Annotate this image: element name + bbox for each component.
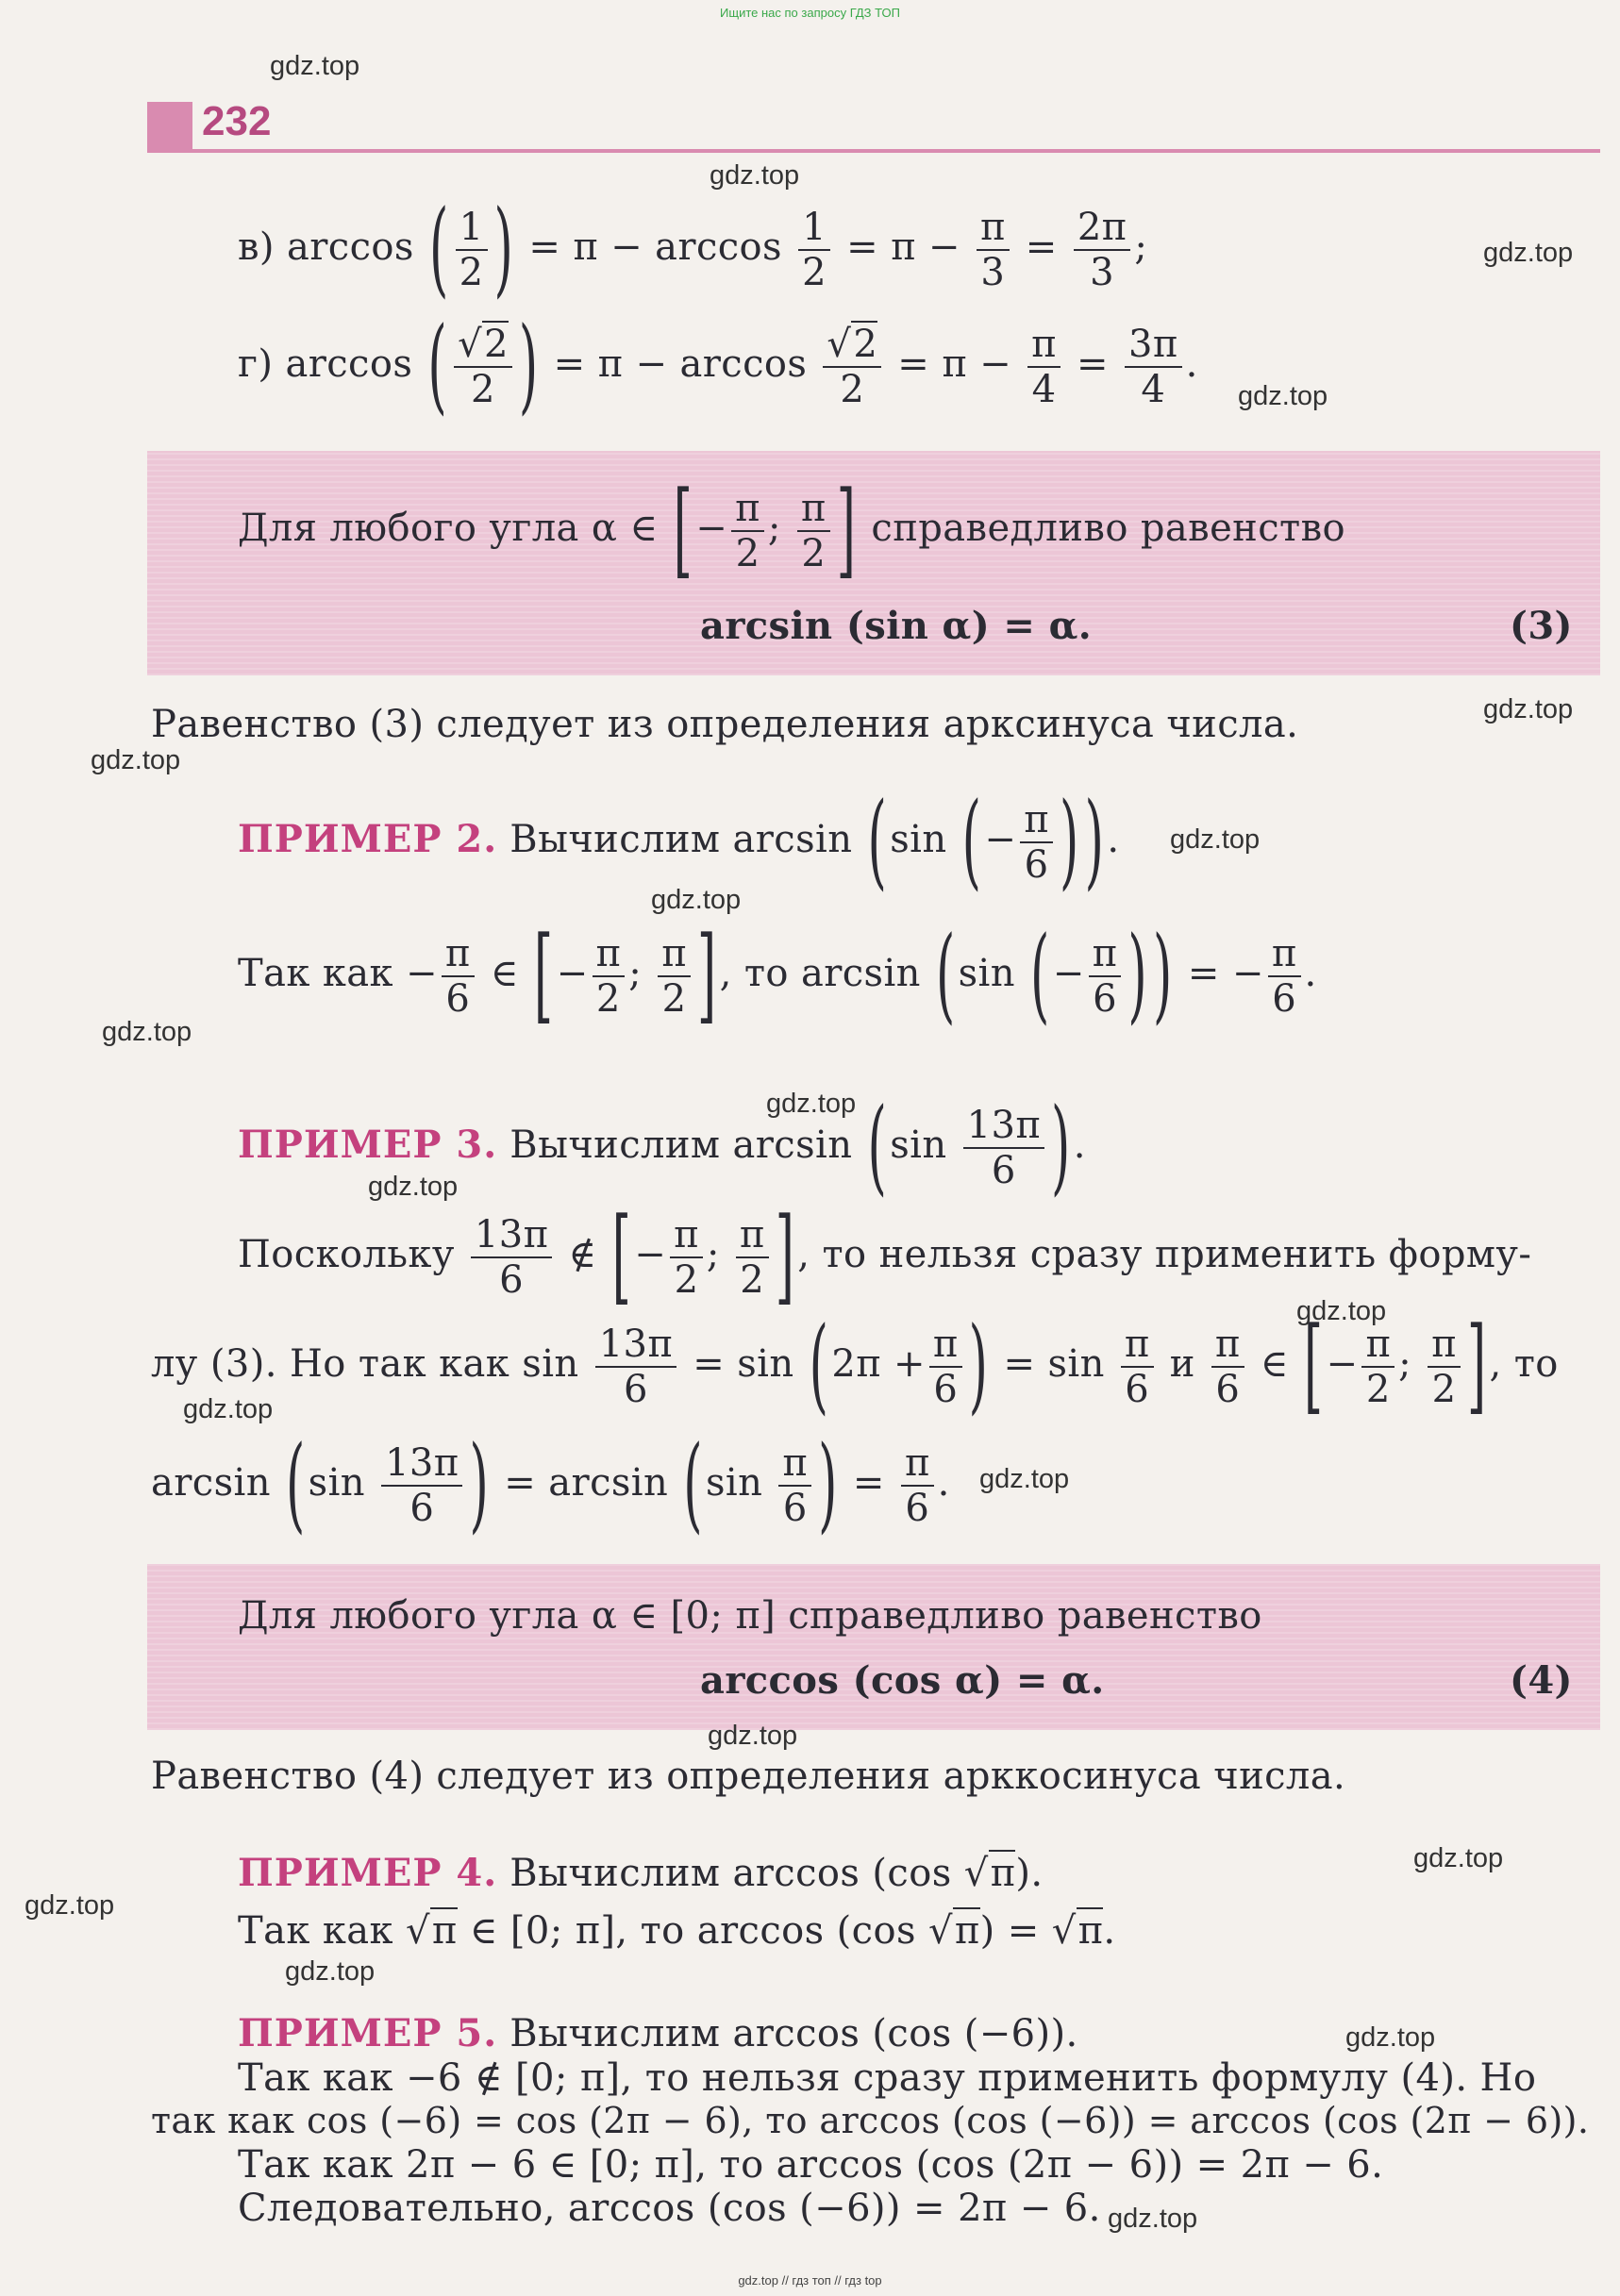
watermark: gdz.top (1108, 2204, 1198, 2234)
example-5-line-4: Следовательно, arccos (cos (−6)) = 2π − 6. (238, 2187, 1101, 2230)
watermark: gdz.top (710, 160, 800, 191)
rule3-statement: Для любого угла α ∈ [− $\frac{\pi}{2}$ ; $\frac{\pi}{2}$ ] справедливо равенство (238, 472, 1345, 591)
watermark: gdz.top (1483, 694, 1574, 724)
rule4-statement: Для любого угла α ∈ [0; π] справедливо равенство (238, 1594, 1262, 1638)
page-marker (147, 102, 192, 151)
watermark: gdz.top (1170, 824, 1261, 855)
watermark: gdz.top (1345, 2022, 1436, 2053)
watermark: gdz.top (285, 1956, 376, 1987)
watermark: gdz.top (102, 1017, 192, 1047)
watermark: gdz.top (1483, 238, 1574, 268)
example-3-solution-2: лу (3). Но так как sin $\frac{13\pi}{6}$ = sin (2π + $\frac{\pi}{6}$ ) = sin $\frac{\pi}{6}$ и $\frac{\pi}{6}$ ∈ [− $\frac{\pi}{2}$ ; $\frac{\pi}{2}$ ], то (151, 1307, 1559, 1426)
page-number: 232 (202, 98, 272, 144)
watermark: gdz.top (25, 1890, 115, 1921)
watermark: gdz.top (708, 1721, 798, 1751)
formula-4-number: (4) (1510, 1658, 1573, 1703)
watermark: gdz.top (91, 745, 181, 775)
example-5-line-1: Так как −6 ∉ [0; π], то нельзя сразу применить формулу (4). Но (238, 2056, 1537, 2100)
watermark: gdz.top (651, 885, 742, 915)
rule4-highlight (147, 1564, 1600, 1730)
example-d-line: г) arccos ( $\frac{√2}{2}$ ) = π − arccos $\frac{√2}{2}$ = π − $\frac{\pi}{4}$ = $\frac{3\pi}{4}$ . (238, 308, 1198, 426)
formula-3: arcsin (sin α) = α. (700, 604, 1093, 648)
watermark: gdz.top (1296, 1296, 1387, 1326)
watermark: gdz.top (766, 1089, 857, 1119)
example-3-solution-1: Поскольку $\frac{13\pi}{6}$ ∉ [− $\frac{\pi}{2}$ ; $\frac{\pi}{2}$ ], то нельзя сразу применить форму- (238, 1198, 1532, 1317)
example-c-line: в) arccos ( $\frac{1}{2}$ ) = π − arccos $\frac{1}{2}$ = π − $\frac{\pi}{3}$ = $\frac{2\pi}{3}$ ; (238, 191, 1148, 309)
footer-note: gdz.top // гдз топ // гдз top (738, 2273, 882, 2288)
formula-4: arccos (cos α) = α. (700, 1658, 1105, 1703)
watermark: gdz.top (1238, 381, 1328, 411)
watermark: gdz.top (368, 1172, 459, 1202)
watermark: gdz.top (1413, 1843, 1504, 1873)
example-4-solution: Так как √π ∈ [0; π], то arccos (cos √π) = √π. (238, 1909, 1116, 1953)
top-note: Ищите нас по запросу ГДЗ ТОП (720, 6, 900, 20)
watermark: gdz.top (183, 1394, 274, 1424)
watermark: gdz.top (979, 1464, 1070, 1494)
eq4-explanation: Равенство (4) следует из определения арккосинуса числа. (151, 1755, 1346, 1798)
example-3-solution-3: arcsin (sin $\frac{13\pi}{6}$ ) = arcsin (sin $\frac{\pi}{6}$ ) = $\frac{\pi}{6}$ . (151, 1426, 950, 1545)
eq3-explanation: Равенство (3) следует из определения арксинуса числа. (151, 703, 1299, 746)
example-2-title: ПРИМЕР 2. Вычислим arcsin (sin (− $\frac{\pi}{6}$ ) ). (238, 783, 1120, 902)
example-5-line-3: Так как 2π − 6 ∈ [0; π], то arccos (cos (2π − 6)) = 2π − 6. (238, 2143, 1384, 2187)
example-2-solution: Так как − $\frac{\pi}{6}$ ∈ [− $\frac{\pi}{2}$ ; $\frac{\pi}{2}$ ], то arcsin (sin (− $\frac{\pi}{6}$ ) ) = − $\frac{\pi}{6}$ . (238, 917, 1317, 1036)
example-5-title: ПРИМЕР 5. Вычислим arccos (cos (−6)). (238, 2011, 1078, 2055)
header-rule (147, 149, 1600, 153)
example-5-line-2: так как cos (−6) = cos (2π − 6), то arccos (cos (−6)) = arccos (cos (2π − 6)). (151, 2100, 1590, 2141)
example-3-title: ПРИМЕР 3. Вычислим arcsin (sin $\frac{13\pi}{6}$ ). (238, 1089, 1086, 1207)
formula-3-number: (3) (1510, 604, 1573, 648)
watermark: gdz.top (270, 51, 360, 81)
example-4-title: ПРИМЕР 4. Вычислим arccos (cos √π). (238, 1851, 1044, 1895)
